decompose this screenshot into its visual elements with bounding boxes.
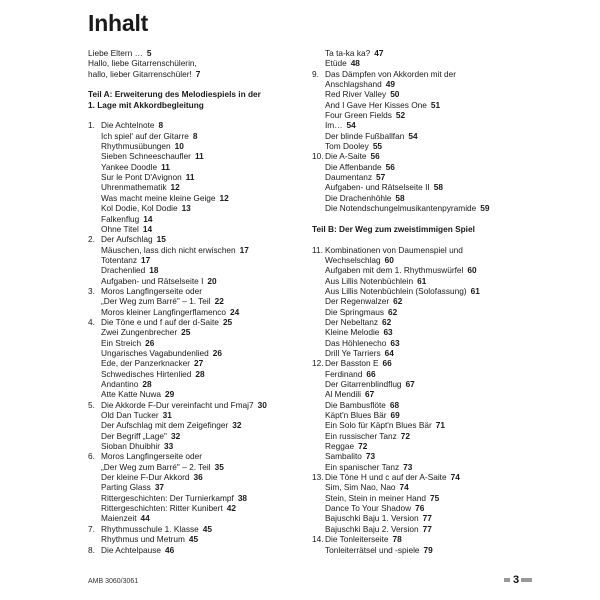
entry-page-number: 56 [385, 161, 395, 172]
entry-page-number: 25 [181, 327, 191, 338]
toc-entry [312, 265, 522, 275]
entry-page-number: 10 [174, 141, 184, 152]
toc-entry [88, 317, 284, 327]
entry-title: Der Gitarrenblindflug [325, 379, 402, 389]
entry-page-number: 26 [212, 347, 223, 358]
toc-entry [312, 255, 522, 265]
entry-page-number: 57 [376, 172, 386, 183]
entry-page-number: 45 [202, 523, 212, 534]
entry-title: Kol Dodie, Kol Dodie [101, 203, 178, 214]
entry-page-number: 38 [237, 492, 248, 503]
entry-page-number: 74 [399, 482, 409, 493]
toc-entry [88, 120, 284, 130]
toc-entry [312, 410, 522, 420]
entry-page-number: 66 [382, 358, 392, 369]
section-heading: Teil A: Erweiterung des Melodiespiels in der [88, 89, 261, 100]
entry-page-number: 68 [389, 399, 400, 410]
toc-entry [312, 513, 522, 523]
entry-title: Schwedisches Hirtenlied [101, 368, 192, 379]
chapter-number: 8. [88, 544, 95, 555]
toc-entry [312, 348, 522, 358]
entry-page-number: 59 [480, 203, 490, 214]
entry-title: Die Achtelnote [101, 120, 155, 131]
toc-entry [312, 327, 522, 337]
entry-page-number: 45 [188, 534, 199, 545]
entry-title: Der Begriff „Lage" [101, 430, 167, 441]
entry-page-number: 28 [142, 379, 152, 389]
entry-page-number: 18 [149, 265, 159, 276]
entry-title: Die Drachenhöhle [325, 192, 392, 203]
entry-page-number: 17 [140, 254, 151, 265]
entry-title: Red River Valley [325, 89, 387, 100]
toc-entry [88, 214, 284, 224]
toc-entry [88, 203, 284, 213]
toc-entry [312, 203, 522, 213]
entry-title: Die Affenbande [325, 161, 382, 172]
toc-entry [312, 534, 522, 544]
entry-page-number: 63 [383, 327, 393, 338]
toc-entry [88, 58, 284, 68]
toc-entry [312, 89, 522, 99]
entry-page-number: 44 [140, 513, 150, 524]
toc-entry [312, 151, 522, 161]
entry-page-number: 72 [358, 441, 368, 452]
toc-entry [312, 317, 522, 327]
spacer [88, 79, 284, 89]
entry-page-number: 78 [392, 534, 402, 545]
entry-page-number: 49 [385, 79, 395, 90]
entry-title: Etüde [325, 58, 347, 69]
entry-page-number: 32 [170, 430, 181, 441]
entry-page-number: 63 [390, 337, 400, 348]
toc-entry [312, 524, 522, 534]
toc-entry [312, 182, 522, 192]
entry-page-number: 15 [156, 234, 166, 245]
toc-entry [88, 534, 284, 544]
entry-page-number: 13 [181, 203, 191, 214]
entry-page-number: 73 [403, 461, 413, 472]
entry-title: Ta ta-ka ka? [325, 48, 371, 58]
entry-title: Das Dämpfen von Akkorden mit der [325, 68, 456, 79]
entry-page-number: 32 [232, 420, 242, 431]
toc-entry [88, 503, 284, 513]
chapter-number: 7. [88, 523, 95, 534]
toc-entry [88, 296, 284, 306]
entry-title: Käpt'n Blues Bär [325, 410, 387, 421]
toc-entry [88, 545, 284, 555]
entry-page-number: 25 [222, 316, 233, 327]
entry-title: Aus Lillis Notenbüchlein (Solofassung) [325, 285, 467, 296]
entry-page-number: 69 [390, 410, 400, 421]
entry-title: Zwei Zungenbrecher [101, 327, 178, 338]
entry-title: Parting Glass [101, 482, 151, 493]
toc-entry [88, 265, 284, 275]
entry-title: Anschlagshand [325, 79, 382, 90]
entry-title: Der blinde Fußballfan [325, 130, 405, 141]
footer-code: AMB 3060/3061 [88, 578, 139, 585]
entry-title: Ohne Titel [101, 223, 139, 234]
entry-title: Das Höhlenecho [325, 337, 387, 348]
toc-entry [312, 431, 522, 441]
toc-entry [88, 131, 284, 141]
toc-entry [88, 245, 284, 255]
page-number-mark [504, 574, 532, 586]
entry-title: Die Töne e und f auf der d-Saite [101, 316, 219, 327]
entry-page-number: 28 [195, 368, 205, 379]
entry-page-number: 17 [239, 244, 249, 255]
entry-page-number: 61 [470, 285, 480, 296]
toc-entry [88, 441, 284, 451]
toc-entry [88, 141, 284, 151]
entry-page-number: 46 [164, 544, 175, 555]
entry-title: Atte Katte Nuwa [101, 389, 161, 400]
toc-entry [88, 431, 284, 441]
toc-entry [88, 307, 284, 317]
toc-entry [312, 493, 522, 503]
toc-entry [88, 234, 284, 244]
entry-title: Die Tonleiterseite [325, 534, 389, 545]
entry-page-number: 54 [408, 130, 418, 141]
entry-page-number: 5 [146, 48, 152, 58]
entry-page-number: 76 [415, 503, 425, 514]
entry-title: Tonleiterrätsel und -spiele [325, 544, 420, 555]
toc-entry [88, 276, 284, 286]
toc-entry [312, 338, 522, 348]
toc-entry [312, 462, 522, 472]
entry-title: Mäuschen, lass dich nicht erwischen [101, 244, 236, 255]
toc-entry [312, 110, 522, 120]
toc-entry [88, 462, 284, 472]
entry-title: Aufgaben- und Rätselseite II [325, 182, 430, 193]
page-mark-bar [521, 578, 532, 582]
entry-title: Stein, Stein in meiner Hand [325, 492, 427, 503]
entry-page-number: 77 [422, 523, 432, 534]
toc-entry [312, 441, 522, 451]
toc-entry [312, 545, 522, 555]
entry-page-number: 77 [422, 513, 432, 524]
spacer [312, 214, 522, 224]
toc-entry [88, 400, 284, 410]
toc-entry [88, 69, 284, 79]
entry-title: Rhythmusübungen [101, 141, 171, 152]
entry-page-number: 67 [364, 389, 375, 400]
entry-title: Sur le Pont D'Avignon [101, 172, 182, 183]
chapter-number: 3. [88, 285, 95, 296]
entry-title: Ferdinand [325, 368, 363, 379]
entry-page-number: 24 [229, 306, 240, 317]
entry-title: Im… [325, 120, 343, 131]
toc-entry [88, 369, 284, 379]
entry-title: Kombinationen von Daumenspiel und [325, 244, 463, 255]
page-mark-bar [504, 578, 510, 582]
entry-title: Wechselschlag [325, 254, 381, 265]
toc-entry [312, 79, 522, 89]
toc-entry [88, 327, 284, 337]
entry-title: Die Achtelpause [101, 544, 161, 555]
entry-page-number: 66 [366, 368, 376, 379]
entry-title: Die Bambusflöte [325, 399, 386, 410]
toc-entry [88, 482, 284, 492]
toc-entry [312, 420, 522, 430]
entry-page-number: 71 [435, 420, 445, 431]
toc-entry [312, 162, 522, 172]
entry-page-number: 12 [219, 192, 229, 203]
entry-page-number: 33 [164, 441, 174, 452]
entry-page-number: 51 [430, 99, 441, 110]
entry-title: Die Töne H und c auf der A-Saite [325, 472, 447, 483]
entry-page-number: 8 [192, 130, 198, 141]
entry-title: Aus Lillis Notenbüchlein [325, 275, 414, 286]
entry-title: Drachenlied [101, 265, 146, 276]
entry-title: Ich spiel' auf der Gitarre [101, 130, 189, 141]
entry-title: Bajuschki Baju 2. Version [325, 523, 419, 534]
entry-title: Dance To Your Shadow [325, 503, 412, 514]
entry-title: Der Aufschlag [101, 234, 153, 245]
entry-title: „Der Weg zum Barré" – 2. Teil [101, 461, 211, 472]
entry-page-number: 11 [161, 161, 170, 172]
entry-title: „Der Weg zum Barré" – 1. Teil [101, 296, 211, 307]
entry-title: Rhythmus und Metrum [101, 534, 185, 545]
entry-page-number: 37 [154, 482, 165, 493]
toc-entry [88, 224, 284, 234]
spacer [312, 234, 522, 244]
entry-title: Moros Langfingerseite oder [101, 285, 203, 296]
entry-title: Hallo, liebe Gitarrenschülerin, [88, 58, 197, 69]
toc-entry [312, 307, 522, 317]
chapter-number: 4. [88, 316, 95, 327]
page-number: 3 [513, 574, 520, 586]
entry-title: Al Mendili [325, 389, 361, 400]
toc-entry [88, 472, 284, 482]
entry-title: Liebe Eltern … [88, 48, 143, 58]
entry-page-number: 62 [393, 296, 403, 307]
entry-page-number: 67 [405, 379, 415, 389]
toc-right-column [312, 48, 522, 555]
entry-title: Moros kleiner Langfingerflamenco [101, 306, 226, 317]
toc-entry [88, 286, 284, 296]
toc-entry [312, 141, 522, 151]
chapter-number: 10. [312, 151, 324, 162]
toc-entry [312, 172, 522, 182]
entry-title: Aufgaben mit dem 1. Rhythmuswürfel [325, 265, 464, 276]
entry-title: Kleine Melodie [325, 327, 380, 338]
entry-title: Die Springmaus [325, 306, 385, 317]
entry-page-number: 58 [395, 192, 405, 203]
entry-page-number: 14 [142, 223, 153, 234]
toc-entry [88, 420, 284, 430]
entry-title: Ein russischer Tanz [325, 430, 397, 441]
toc-entry [88, 513, 284, 523]
entry-title: hallo, lieber Gitarrenschüler! [88, 68, 192, 79]
entry-page-number: 61 [417, 275, 427, 286]
entry-page-number: 8 [158, 120, 164, 131]
entry-title: Ein Solo für Käpt'n Blues Bär [325, 420, 432, 431]
entry-page-number: 73 [365, 451, 376, 462]
entry-title: Sioban Dhuibhir [101, 441, 161, 452]
chapter-number: 6. [88, 451, 95, 462]
entry-title: Ungarisches Vagabundenlied [101, 347, 209, 358]
entry-title: Die A-Saite [325, 151, 367, 162]
entry-page-number: 54 [346, 120, 356, 131]
entry-title: Rhythmusschule 1. Klasse [101, 523, 199, 534]
toc-entry [88, 524, 284, 534]
entry-page-number: 36 [193, 472, 203, 483]
entry-title: And I Gave Her Kisses One [325, 99, 427, 110]
entry-title: Four Green Fields [325, 110, 392, 121]
entry-title: Andantino [101, 379, 139, 389]
entry-title: Aufgaben- und Rätselseite I [101, 275, 204, 286]
entry-page-number: 64 [384, 347, 394, 358]
entry-title: Was macht meine kleine Geige [101, 192, 216, 203]
toc-entry [88, 348, 284, 358]
entry-page-number: 35 [214, 461, 224, 472]
entry-title: Sieben Schneeschaufler [101, 151, 191, 162]
entry-page-number: 29 [164, 389, 175, 400]
entry-title: Die Akkorde F-Dur vereinfacht und Fmaj7 [101, 399, 254, 410]
entry-page-number: 22 [214, 296, 224, 307]
toc-entry [312, 296, 522, 306]
toc-entry [312, 286, 522, 296]
toc-entry [312, 358, 522, 368]
entry-page-number: 79 [423, 544, 433, 555]
entry-title: Ede, der Panzerknacker [101, 358, 191, 369]
entry-title: Der Nebeltanz [325, 316, 379, 327]
entry-title: Bajuschki Baju 1. Version [325, 513, 419, 524]
toc-entry [312, 120, 522, 130]
toc-entry [312, 379, 522, 389]
entry-title: Reggae [325, 441, 355, 452]
chapter-number: 1. [88, 120, 95, 131]
toc-entry [312, 389, 522, 399]
entry-page-number: 72 [400, 430, 411, 441]
entry-page-number: 26 [145, 337, 155, 348]
toc-entry [312, 193, 522, 203]
entry-title: Der Basston E [325, 358, 379, 369]
entry-title: Sim, Sim Nao, Nao [325, 482, 396, 493]
entry-page-number: 11 [194, 151, 204, 162]
entry-title: Old Dan Tucker [101, 410, 159, 421]
chapter-number: 13. [312, 472, 324, 483]
chapter-number: 11. [312, 244, 323, 255]
toc-entry [88, 162, 284, 172]
toc-entry [88, 410, 284, 420]
toc-entry [312, 100, 522, 110]
toc-entry [88, 255, 284, 265]
toc-entry [88, 493, 284, 503]
toc-entry [312, 369, 522, 379]
entry-title: Sambalito [325, 451, 362, 462]
toc-entry [312, 276, 522, 286]
toc-entry [88, 358, 284, 368]
entry-page-number: 56 [370, 151, 380, 162]
page-title: Inhalt [88, 10, 149, 36]
toc-entry [312, 245, 522, 255]
entry-title: Moros Langfingerseite oder [101, 451, 203, 462]
toc-entry [312, 451, 522, 461]
entry-page-number: 47 [374, 48, 384, 58]
entry-page-number: 7 [195, 68, 201, 79]
entry-page-number: 52 [395, 110, 406, 121]
entry-title: Falkenflug [101, 213, 140, 224]
chapter-number: 5. [88, 399, 95, 410]
toc-entry [88, 338, 284, 348]
section-heading: Teil B: Der Weg zum zweistimmigen Spiel [312, 223, 475, 234]
toc-entry [88, 451, 284, 461]
entry-title: Drill Ye Tarriers [325, 347, 381, 358]
toc-entry [88, 151, 284, 161]
toc-entry [312, 48, 522, 58]
entry-title: Rittergeschichten: Ritter Kunibert [101, 503, 223, 514]
toc-entry [312, 69, 522, 79]
entry-page-number: 27 [194, 358, 204, 369]
toc-entry [88, 193, 284, 203]
toc-entry [312, 58, 522, 68]
toc-entry [312, 503, 522, 513]
toc-entry [88, 379, 284, 389]
section-heading: 1. Lage mit Akkordbegleitung [88, 99, 204, 110]
chapter-number: 14. [312, 534, 324, 545]
chapter-number: 9. [312, 68, 319, 79]
entry-page-number: 62 [382, 316, 392, 327]
entry-title: Ein Streich [101, 337, 142, 348]
entry-title: Der Regenwalzer [325, 296, 390, 307]
entry-page-number: 55 [372, 141, 383, 152]
entry-page-number: 30 [257, 399, 267, 410]
entry-title: Ein spanischer Tanz [325, 461, 400, 472]
entry-page-number: 60 [384, 254, 394, 265]
entry-page-number: 58 [433, 182, 443, 193]
entry-title: Maienzeit [101, 513, 137, 524]
entry-title: Der kleine F-Dur Akkord [101, 472, 190, 483]
entry-page-number: 11 [185, 172, 195, 183]
toc-entry [88, 48, 284, 58]
entry-page-number: 31 [162, 410, 172, 421]
entry-title: Yankee Doodle [101, 161, 158, 172]
entry-page-number: 20 [207, 275, 217, 286]
entry-title: Die Notendschungelmusikantenpyramide [325, 203, 477, 214]
entry-title: Der Aufschlag mit dem Zeigefinger [101, 420, 229, 431]
entry-page-number: 50 [390, 89, 400, 100]
entry-page-number: 14 [143, 213, 153, 224]
entry-page-number: 12 [170, 182, 180, 193]
spacer [88, 110, 284, 120]
toc-entry [312, 482, 522, 492]
toc-entry [88, 182, 284, 192]
entry-page-number: 62 [388, 306, 398, 317]
entry-title: Totentanz [101, 254, 137, 265]
toc-left-column [88, 48, 284, 555]
entry-page-number: 74 [450, 472, 460, 483]
toc-entry [312, 400, 522, 410]
entry-title: Daumentanz [325, 172, 373, 183]
toc-entry [88, 389, 284, 399]
entry-title: Tom Dooley [325, 141, 369, 152]
toc-entry [312, 131, 522, 141]
toc-entry [312, 472, 522, 482]
chapter-number: 12. [312, 358, 324, 369]
entry-title: Uhrenmathematik [101, 182, 167, 193]
entry-page-number: 75 [430, 492, 440, 503]
entry-page-number: 48 [350, 58, 360, 69]
entry-page-number: 60 [467, 265, 477, 276]
toc-entry [88, 172, 284, 182]
entry-title: Rittergeschichten: Der Turnierkampf [101, 492, 234, 503]
chapter-number: 2. [88, 234, 95, 245]
entry-page-number: 42 [226, 503, 236, 514]
